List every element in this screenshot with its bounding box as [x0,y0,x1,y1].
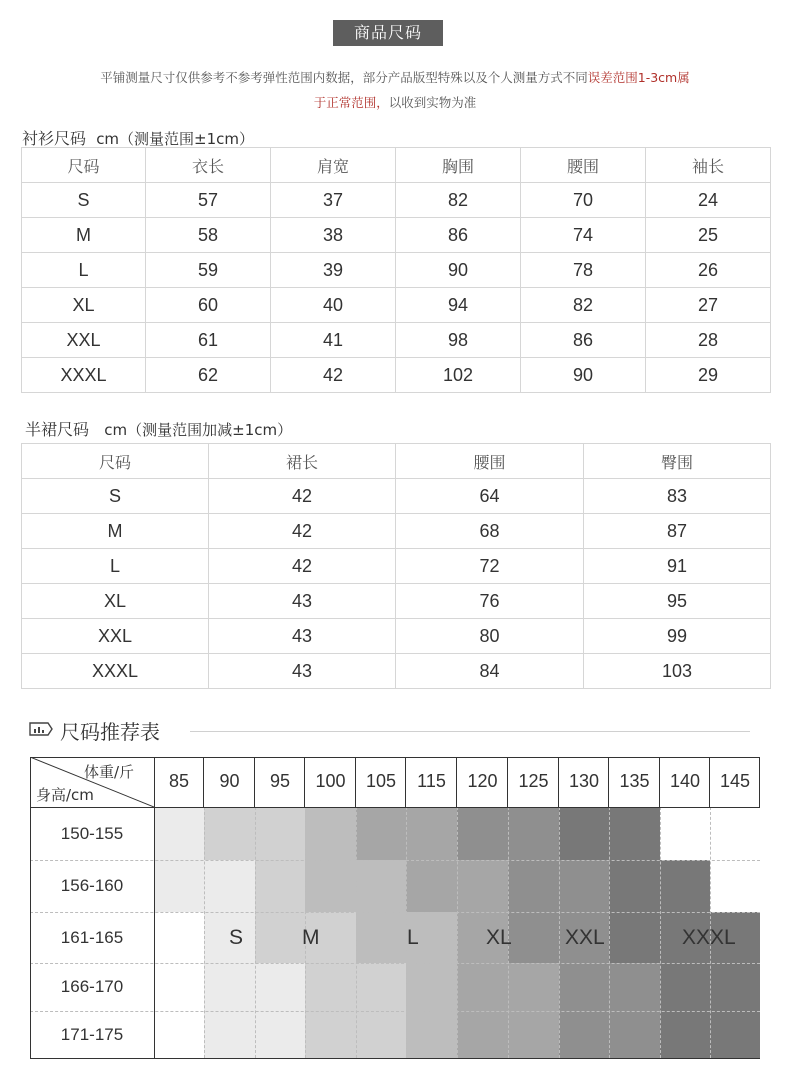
table-row [22,479,771,514]
table-cell: 29 [646,358,771,393]
note-plain-2: 以收到实物为准 [388,95,477,110]
weight-header: 130 [568,771,600,791]
table-row [22,288,771,323]
table-cell: 64 [396,479,584,514]
shade-cell [154,807,204,860]
weight-header: 90 [219,771,240,791]
grid-col-divider [204,807,205,1058]
table-cell: 27 [646,288,771,323]
table-row [22,654,771,689]
table-cell: XL [22,584,209,619]
column-header: 腰围 [521,148,646,183]
shade-cell [204,963,255,1011]
grid-col-divider [609,807,610,1058]
table-row [22,183,771,218]
shirt-section-title [22,126,254,149]
column-header: 裙长 [209,444,396,479]
corner-weight-label: 体重/斤 [84,763,135,781]
table-cell: 83 [584,479,771,514]
shade-cell [154,1011,204,1058]
table-row [22,218,771,253]
size-label: XL [486,925,512,949]
shade-cell [255,1011,305,1058]
column-header: 袖长 [646,148,771,183]
shade-cell [508,860,559,912]
table-cell: 40 [271,288,396,323]
shade-cell [559,1011,609,1058]
skirt-title: 半裙尺码 [25,420,90,439]
shade-cell [710,1011,760,1058]
weight-header: 115 [417,771,446,791]
shade-cell [255,912,305,963]
size-label: S [229,925,244,949]
table-row [22,584,771,619]
shade-cell [305,1011,356,1058]
height-label: 166-170 [60,977,124,996]
title-divider [190,731,750,732]
shade-cell [508,807,559,860]
grid-col-divider [356,807,357,1058]
table-cell: XL [22,288,146,323]
skirt-section-title [25,417,292,440]
grid-row-divider [30,912,760,913]
table-cell: S [22,479,209,514]
table-cell: 38 [271,218,396,253]
table-cell: XXXL [22,654,209,689]
table-row [22,549,771,584]
table-cell: 42 [271,358,396,393]
shade-cell [609,912,660,963]
shade-cell [609,963,660,1011]
table-cell: 72 [396,549,584,584]
shade-cell [154,963,204,1011]
table-cell: 60 [146,288,271,323]
shade-cell [154,860,204,912]
shade-cell [508,912,559,963]
shade-cell [559,963,609,1011]
shade-cell [457,1011,508,1058]
shade-cell [406,963,457,1011]
table-cell: 43 [209,654,396,689]
table-cell: 90 [396,253,521,288]
weight-header: 135 [619,771,650,791]
table-cell: 43 [209,619,396,654]
grid-col-divider [457,807,458,1058]
table-cell: 95 [584,584,771,619]
table-header-row [22,444,771,479]
weight-header: 100 [315,771,346,791]
recommend-section-title [28,716,160,745]
table-cell: 42 [209,479,396,514]
table-cell: L [22,549,209,584]
table-cell: 42 [209,549,396,584]
shade-cell [508,963,559,1011]
height-label: 171-175 [60,1024,124,1044]
table-cell: 24 [646,183,771,218]
table-row [22,323,771,358]
table-cell: 39 [271,253,396,288]
table-cell: 87 [584,514,771,549]
table-cell: M [22,514,209,549]
table-cell: 57 [146,183,271,218]
shirt-unit: cm（测量范围±1cm） [96,130,255,148]
shade-cell [255,807,305,860]
table-cell: 26 [646,253,771,288]
shade-cell [154,912,204,963]
shade-cell [660,807,710,860]
shade-cell [305,963,356,1011]
recommend-title: 尺码推荐表 [60,720,160,744]
table-cell: 84 [396,654,584,689]
shade-cell [204,860,255,912]
table-cell: 99 [584,619,771,654]
table-cell: XXL [22,323,146,358]
size-label: XXL [565,925,605,949]
shade-cell [457,963,508,1011]
header-bottom-border [30,807,760,808]
table-cell: 103 [584,654,771,689]
shade-cell [406,860,457,912]
shade-cell [356,1011,406,1058]
size-recommend-grid [30,757,760,1058]
shade-cell [609,860,660,912]
shade-cell [609,807,660,860]
table-cell: M [22,218,146,253]
weight-header: 120 [467,771,498,791]
table-cell: 94 [396,288,521,323]
shirt-title: 衬衫尺码 [22,129,87,148]
table-cell: 42 [209,514,396,549]
table-header-row [22,148,771,183]
grid-row-divider [30,963,760,964]
shade-cell [406,1011,457,1058]
column-header: 尺码 [22,444,209,479]
weight-header: 105 [365,771,397,791]
shade-cell [356,963,406,1011]
measurement-note-line1 [0,68,790,86]
shade-cell [255,963,305,1011]
table-cell: S [22,183,146,218]
shade-cell [609,1011,660,1058]
table-cell: 70 [521,183,646,218]
column-header: 衣长 [146,148,271,183]
shade-cell [305,807,356,860]
table-cell: 78 [521,253,646,288]
shade-cell [204,807,255,860]
size-label: XXXL [682,925,736,949]
shade-cell [710,807,760,860]
note-red-1: 误差范围1-3cm属 [587,70,690,85]
table-cell: 90 [521,358,646,393]
shade-cell [508,1011,559,1058]
note-red-2: 于正常范围， [313,95,389,110]
table-cell: L [22,253,146,288]
table-row [22,253,771,288]
shade-cell [710,860,760,912]
table-cell: 28 [646,323,771,358]
height-label: 161-165 [60,927,124,947]
table-cell: XXL [22,619,209,654]
size-label: M [302,925,320,949]
grid-row-divider [30,1011,760,1012]
table-cell: 82 [521,288,646,323]
shade-cell [660,963,710,1011]
shade-cell [710,963,760,1011]
measurement-note-line2 [0,93,790,111]
table-cell: 61 [146,323,271,358]
shirt-size-table [21,147,771,393]
table-cell: 68 [396,514,584,549]
table-cell: 62 [146,358,271,393]
grid-col-divider [559,807,560,1058]
weight-header: 95 [269,771,291,791]
table-cell: XXXL [22,358,146,393]
shade-cell [660,1011,710,1058]
table-row [22,514,771,549]
shade-cell [406,807,457,860]
grid-col-divider [255,807,256,1058]
note-plain-1: 平铺测量尺寸仅供参考不参考弹性范围内数据，部分产品版型特殊以及个人测量方式不同 [100,70,588,85]
table-cell: 86 [396,218,521,253]
column-header: 肩宽 [271,148,396,183]
table-cell: 43 [209,584,396,619]
weight-header: 125 [518,771,549,791]
shade-cell [457,860,508,912]
table-cell: 91 [584,549,771,584]
column-header: 胸围 [396,148,521,183]
table-row [22,619,771,654]
skirt-size-table [21,443,771,689]
skirt-unit: cm（测量范围加减±1cm） [104,421,293,439]
size-label: L [407,925,419,949]
shade-cell [356,912,406,963]
shade-cell [660,860,710,912]
table-cell: 98 [396,323,521,358]
table-cell: 37 [271,183,396,218]
shade-cell [559,860,609,912]
weight-header: 145 [719,771,751,791]
table-cell: 102 [396,358,521,393]
column-header: 臀围 [584,444,771,479]
table-cell: 86 [521,323,646,358]
shade-cell [559,807,609,860]
table-row [22,358,771,393]
bar-chart-icon [28,719,54,743]
height-column-border [154,757,155,1058]
table-cell: 76 [396,584,584,619]
grid-col-divider [660,807,661,1058]
table-cell: 74 [521,218,646,253]
table-cell: 80 [396,619,584,654]
weight-header: 85 [168,771,190,791]
grid-bottom-border [30,1058,760,1059]
column-header: 腰围 [396,444,584,479]
height-label: 156-160 [60,876,124,895]
corner-height-label: 身高/cm [36,786,94,804]
shade-cell [457,807,508,860]
section-badge: 商品尺码 [333,20,443,46]
shade-cell [204,1011,255,1058]
table-cell: 59 [146,253,271,288]
table-cell: 25 [646,218,771,253]
shade-cell [255,860,305,912]
table-cell: 41 [271,323,396,358]
height-label: 150-155 [60,823,124,843]
shade-cell [356,860,406,912]
column-header: 尺码 [22,148,146,183]
shade-cell [305,860,356,912]
table-cell: 58 [146,218,271,253]
weight-header: 140 [669,771,701,791]
grid-row-divider [30,860,760,861]
shade-cell [356,807,406,860]
table-cell: 82 [396,183,521,218]
